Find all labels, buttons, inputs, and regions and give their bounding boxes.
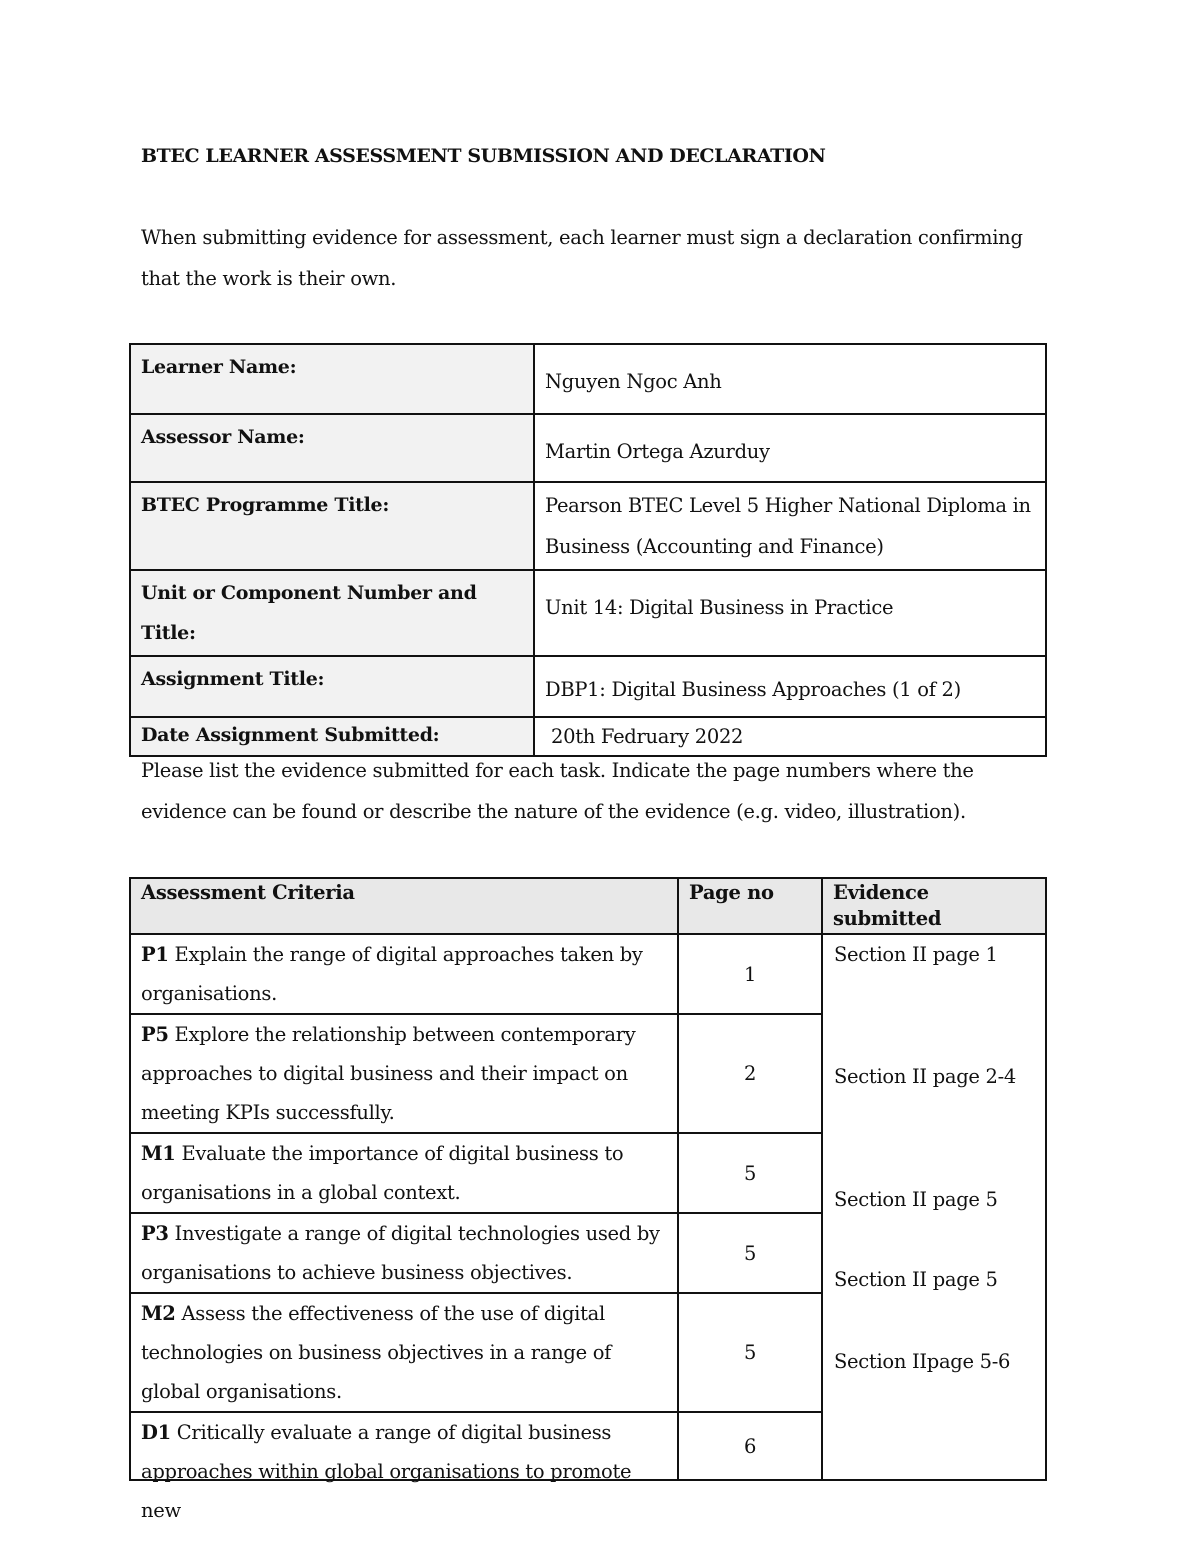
- evidence-entry: Section II page 5: [834, 1268, 998, 1291]
- criteria-code: M1: [141, 1142, 176, 1165]
- criteria-code: P5: [141, 1023, 169, 1046]
- column-header-evidence: Evidence submitted: [822, 878, 1046, 934]
- criteria-cell: [130, 1213, 678, 1293]
- info-row: [130, 414, 1046, 482]
- criteria-text: Explain the range of digital approaches taken by organisations.: [141, 943, 643, 1005]
- table-row: [130, 934, 1046, 1014]
- evidence-entry: Section II page 2-4: [834, 1065, 1017, 1088]
- evidence-entry: Section II page 1: [834, 943, 998, 966]
- info-row: [130, 344, 1046, 414]
- criteria-cell: [130, 1412, 678, 1522]
- column-header-criteria: Assessment Criteria: [130, 878, 678, 934]
- evidence-entry: Section II page 5: [834, 1188, 998, 1211]
- criteria-text: Explore the relationship between contemporary approaches to digital business and their impact on meeting KPIs successfully.: [141, 1023, 636, 1124]
- criteria-cell: [130, 1133, 678, 1213]
- info-label: Date Assignment Submitted:: [130, 717, 534, 756]
- page-number: 5: [678, 1213, 822, 1293]
- page-title: BTEC LEARNER ASSESSMENT SUBMISSION AND DECLARATION: [141, 145, 826, 167]
- info-row: [130, 656, 1046, 717]
- programme-title-value: Pearson BTEC Level 5 Higher National Diploma in Business (Accounting and Finance): [534, 482, 1046, 570]
- criteria-text: Investigate a range of digital technologies used by organisations to achieve business objectives.: [141, 1222, 660, 1284]
- page-number: 2: [678, 1014, 822, 1133]
- criteria-code: M2: [141, 1302, 176, 1325]
- date-submitted-value: 20th Fedruary 2022: [534, 717, 1046, 756]
- criteria-code: D1: [141, 1421, 171, 1444]
- info-row: [130, 482, 1046, 570]
- page-number: 5: [678, 1293, 822, 1412]
- learner-info-table: [129, 343, 1047, 757]
- info-label: Unit or Component Number and Title:: [130, 570, 534, 656]
- learner-name-value: Nguyen Ngoc Anh: [534, 344, 1046, 414]
- evidence-entry: Section IIpage 5-6: [834, 1350, 1011, 1373]
- criteria-cell: [130, 1293, 678, 1412]
- criteria-code: P3: [141, 1222, 169, 1245]
- column-header-page: Page no: [678, 878, 822, 934]
- criteria-cell: [130, 934, 678, 1014]
- criteria-cell: [130, 1014, 678, 1133]
- assessor-name-value: Martin Ortega Azurduy: [534, 414, 1046, 482]
- info-label: Assignment Title:: [130, 656, 534, 717]
- criteria-text: Evaluate the importance of digital business to organisations in a global context.: [141, 1142, 624, 1204]
- evidence-instructions: Please list the evidence submitted for each task. Indicate the page numbers where the evidence can be found or describe the nature of the evidence (e.g. video, illustration).: [141, 759, 974, 823]
- intro-text: When submitting evidence for assessment, each learner must sign a declaration confirming that the work is their own.: [141, 226, 1023, 290]
- criteria-text: Assess the effectiveness of the use of digital technologies on business objectives in a range of global organisations.: [141, 1302, 612, 1403]
- info-row: [130, 570, 1046, 656]
- evidence-cell: [822, 934, 1046, 1480]
- assessment-criteria-table: [129, 877, 1047, 1522]
- criteria-text: Critically evaluate a range of digital business approaches within global organisations to promote new: [141, 1421, 632, 1522]
- info-label: Assessor Name:: [130, 414, 534, 482]
- info-label: Learner Name:: [130, 344, 534, 414]
- unit-title-value: Unit 14: Digital Business in Practice: [534, 570, 1046, 656]
- page-number: 6: [678, 1412, 822, 1480]
- criteria-code: P1: [141, 943, 169, 966]
- assignment-title-value: DBP1: Digital Business Approaches (1 of 2): [534, 656, 1046, 717]
- table-header-row: [130, 878, 1046, 934]
- page-number: 5: [678, 1133, 822, 1213]
- info-label: BTEC Programme Title:: [130, 482, 534, 570]
- page-number: 1: [678, 934, 822, 1014]
